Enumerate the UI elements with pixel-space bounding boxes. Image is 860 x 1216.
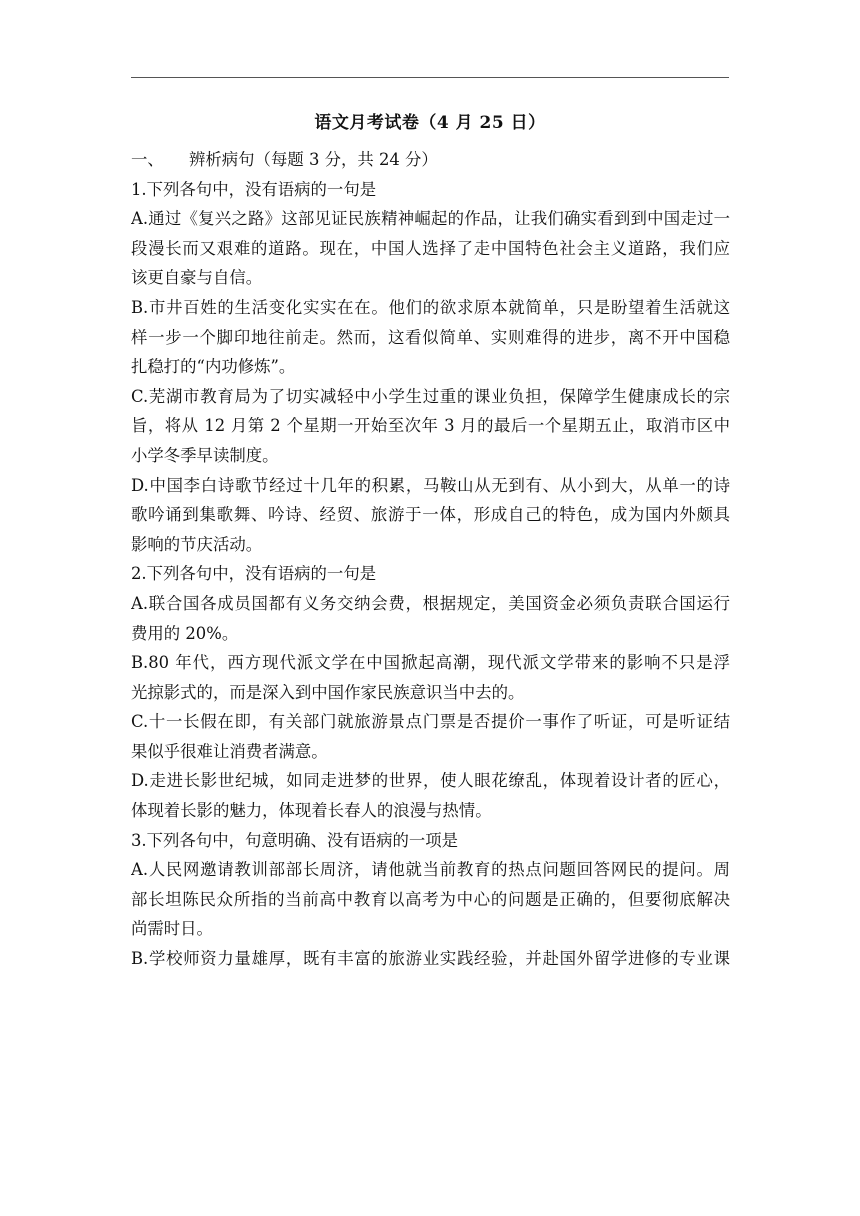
header-rule bbox=[131, 77, 729, 78]
q3-option-b-line: B.学校师资力量雄厚，既有丰富的旅游业实践经验，并赴国外留学进修的专业课 bbox=[131, 949, 730, 969]
q1-option-d-line: 影响的节庆活动。 bbox=[131, 534, 263, 554]
q1-option-a-line: 该更自豪与自信。 bbox=[131, 268, 263, 288]
q2-option-c-line: C.十一长假在即，有关部门就旅游景点门票是否提价一事作了听证，可是听证结 bbox=[131, 712, 730, 732]
question-1-stem: 1.下列各句中，没有语病的一句是 bbox=[131, 179, 377, 199]
q3-option-a-line: 部长坦陈民众所指的当前高中教育以高考为中心的问题是正确的，但要彻底解决 bbox=[131, 889, 730, 909]
q1-option-c-line: 旨，将从 12 月第 2 个星期一开始至次年 3 月的最后一个星期五止，取消市区中 bbox=[131, 416, 730, 436]
q1-option-b-line: B.市井百姓的生活变化实实在在。他们的欲求原本就简单，只是盼望着生活就这 bbox=[131, 297, 730, 317]
section-number: 一、 bbox=[131, 150, 164, 169]
q1-option-d-line: 歌吟诵到集歌舞、吟诗、经贸、旅游于一体，形成自己的特色，成为国内外颇具 bbox=[131, 505, 730, 525]
q2-option-c-line: 果似乎很难让消费者满意。 bbox=[131, 741, 328, 761]
q1-option-b-line: 样一步一个脚印地往前走。然而，这看似简单、实则难得的进步，离不开中国稳 bbox=[131, 327, 730, 347]
q2-option-b-line: 光掠影式的，而是深入到中国作家民族意识当中去的。 bbox=[131, 682, 525, 702]
question-3-stem: 3.下列各句中，句意明确、没有语病的一项是 bbox=[131, 830, 459, 850]
section-heading bbox=[131, 145, 730, 175]
q2-option-a-line: 费用的 20%。 bbox=[131, 623, 239, 643]
q1-option-a-line: A.通过《复兴之路》这部见证民族精神崛起的作品，让我们确实看到到中国走过一 bbox=[131, 209, 730, 229]
q2-option-a-line: A.联合国各成员国都有义务交纳会费，根据规定，美国资金必须负责联合国运行 bbox=[131, 593, 730, 613]
exam-title: 语文月考试卷（4 月 25 日） bbox=[314, 113, 546, 133]
q1-option-d-line: D.中国李白诗歌节经过十几年的积累，马鞍山从无到有、从小到大，从单一的诗 bbox=[131, 475, 730, 495]
section-title: 辨析病句（每题 3 分，共 24 分） bbox=[189, 150, 438, 169]
q1-option-a-line: 段漫长而又艰难的道路。现在，中国人选择了走中国特色社会主义道路，我们应 bbox=[131, 238, 730, 258]
q1-option-c-line: C.芜湖市教育局为了切实减轻中小学生过重的课业负担，保障学生健康成长的宗 bbox=[131, 386, 730, 406]
q3-option-a-line: 尚需时日。 bbox=[131, 919, 213, 939]
q3-option-a-line: A.人民网邀请教训部部长周济，请他就当前教育的热点问题回答网民的提问。周 bbox=[131, 860, 730, 880]
q1-option-c-line: 小学冬季早读制度。 bbox=[131, 445, 279, 465]
q2-option-b-line: B.80 年代，西方现代派文学在中国掀起高潮，现代派文学带来的影响不只是浮 bbox=[131, 653, 730, 673]
q2-option-d-line: 体现着长影的魅力，体现着长春人的浪漫与热情。 bbox=[131, 801, 492, 821]
q2-option-d-line: D.走进长影世纪城，如同走进梦的世界，使人眼花缭乱，体现着设计者的匠心， bbox=[131, 771, 730, 791]
q1-option-b-line: 扎稳打的“内功修炼”。 bbox=[131, 357, 296, 377]
exam-content bbox=[131, 145, 730, 974]
question-2-stem: 2.下列各句中，没有语病的一句是 bbox=[131, 564, 377, 584]
